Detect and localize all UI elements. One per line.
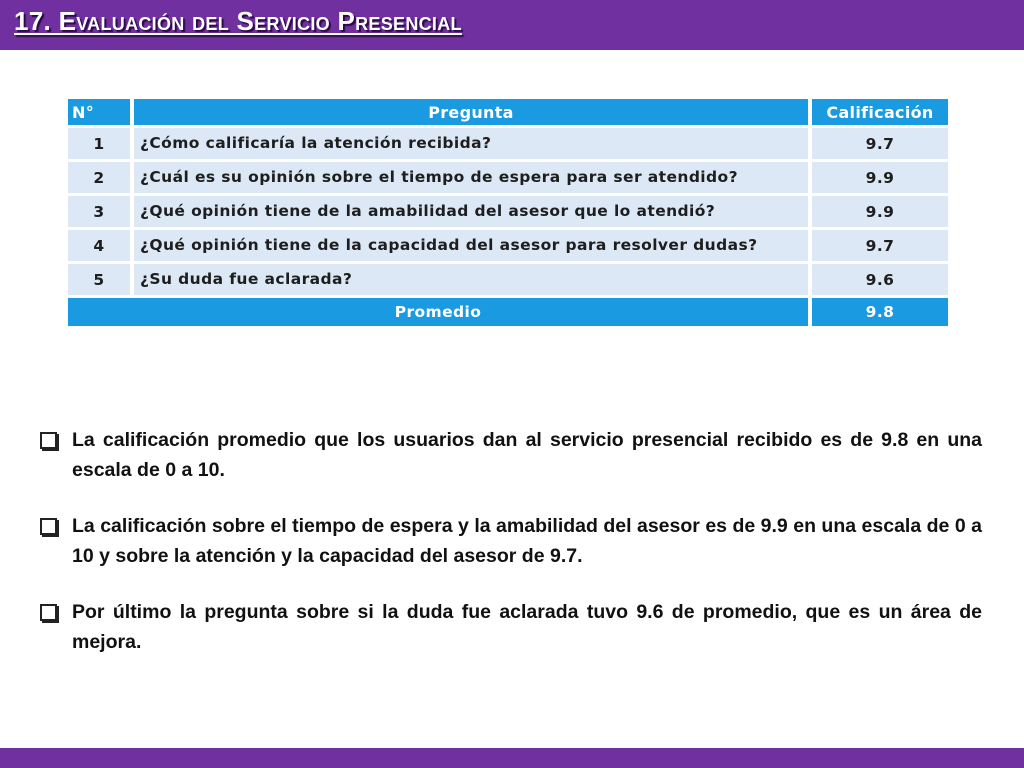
row-number: 2	[68, 162, 130, 193]
table-row	[68, 196, 948, 227]
table-row	[68, 162, 948, 193]
summary-bullets	[38, 425, 982, 683]
average-label: Promedio	[68, 298, 808, 326]
footer-bar	[0, 748, 1024, 768]
table-row	[68, 264, 948, 295]
average-value: 9.8	[812, 298, 948, 326]
table-row	[68, 128, 948, 159]
column-header-question: Pregunta	[134, 99, 808, 125]
page-title: 17. Evaluación del Servicio Presencial	[14, 6, 462, 36]
bullet-text: Por último la pregunta sobre si la duda fue aclarada tuvo 9.6 de promedio, que es un área de mejora.	[72, 601, 982, 653]
average-row	[68, 298, 948, 326]
checkbox-bullet-icon	[40, 432, 57, 449]
column-header-number: N°	[68, 99, 130, 125]
row-score: 9.7	[812, 128, 948, 159]
row-question: ¿Su duda fue aclarada?	[134, 264, 808, 295]
table-row	[68, 230, 948, 261]
row-question: ¿Cuál es su opinión sobre el tiempo de espera para ser atendido?	[134, 162, 808, 193]
table-header-row	[68, 99, 948, 125]
list-item	[38, 511, 982, 571]
row-question: ¿Qué opinión tiene de la capacidad del asesor para resolver dudas?	[134, 230, 808, 261]
list-item	[38, 425, 982, 485]
row-question: ¿Qué opinión tiene de la amabilidad del asesor que lo atendió?	[134, 196, 808, 227]
bullet-text: La calificación sobre el tiempo de espera y la amabilidad del asesor es de 9.9 en una escala de 0 a 10 y sobre la atención y la capacidad del asesor de 9.7.	[72, 515, 982, 567]
row-score: 9.6	[812, 264, 948, 295]
checkbox-bullet-icon	[40, 518, 57, 535]
row-number: 3	[68, 196, 130, 227]
row-score: 9.7	[812, 230, 948, 261]
list-item	[38, 597, 982, 657]
row-score: 9.9	[812, 196, 948, 227]
row-number: 4	[68, 230, 130, 261]
row-score: 9.9	[812, 162, 948, 193]
row-number: 1	[68, 128, 130, 159]
column-header-score: Calificación	[812, 99, 948, 125]
row-number: 5	[68, 264, 130, 295]
row-question: ¿Cómo calificaría la atención recibida?	[134, 128, 808, 159]
evaluation-table	[64, 96, 952, 329]
title-bar	[0, 0, 1024, 50]
checkbox-bullet-icon	[40, 604, 57, 621]
bullet-text: La calificación promedio que los usuarios dan al servicio presencial recibido es de 9.8 en una escala de 0 a 10.	[72, 429, 982, 481]
